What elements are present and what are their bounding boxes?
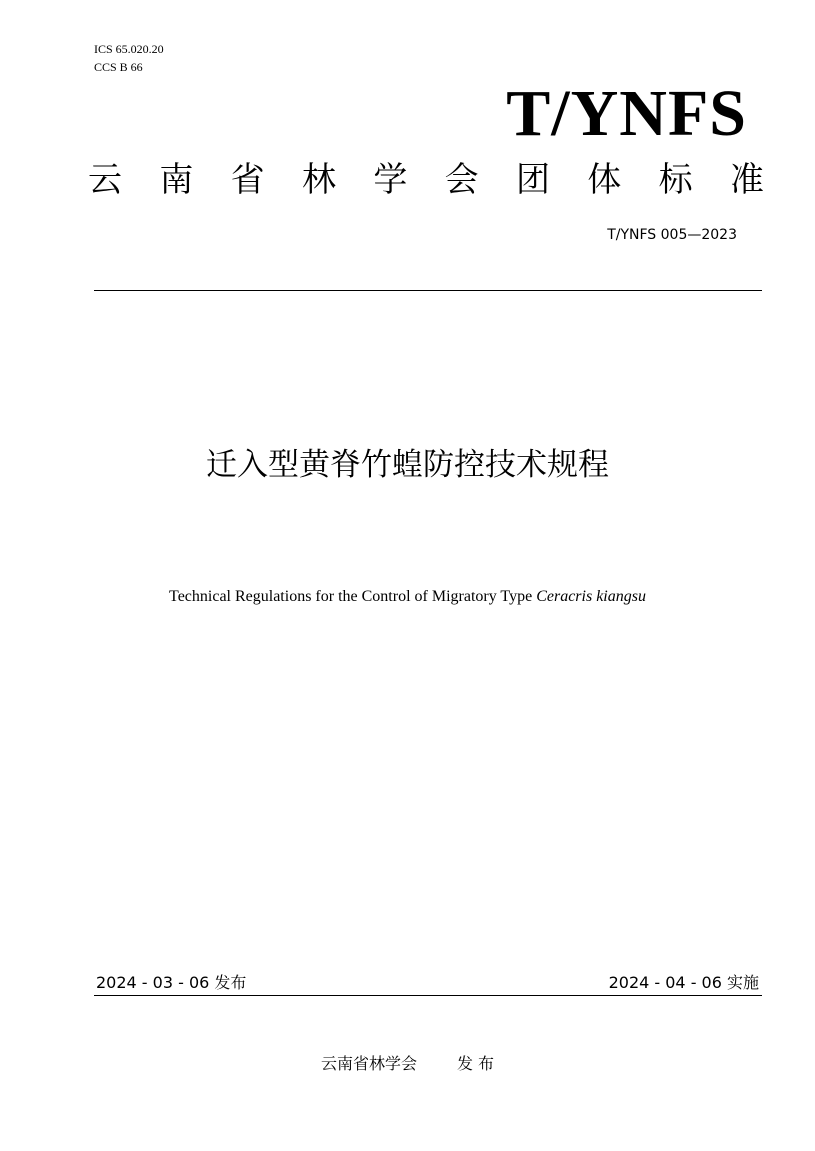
standard-type-char: 准 <box>729 160 764 200</box>
standard-type-char: 林 <box>301 160 336 200</box>
standard-type-char: 会 <box>444 160 479 200</box>
title-english-text: Technical Regulations for the Control of Migratory Type <box>169 588 537 605</box>
species-name: Ceracris kiangsu <box>536 588 646 605</box>
standard-type-heading <box>88 158 764 202</box>
standard-number: T/YNFS 005—2023 <box>607 227 737 243</box>
implementation-date: 2024 - 04 - 06 实施 <box>608 973 759 992</box>
organization-code: T/YNFS <box>506 77 747 150</box>
publish-date: 2024 - 03 - 06 发布 <box>96 973 247 992</box>
issuer-line <box>0 1053 815 1075</box>
standard-type-char: 标 <box>658 160 693 200</box>
standard-type-char: 南 <box>159 160 194 200</box>
document-title-english <box>0 586 815 608</box>
ics-code: ICS 65.020.20 <box>94 42 164 56</box>
standard-type-char: 云 <box>88 160 122 200</box>
header-divider <box>94 290 762 291</box>
standard-type-char: 团 <box>515 160 550 200</box>
document-title-chinese: 迁入型黄脊竹蝗防控技术规程 <box>206 447 609 483</box>
standard-type-char: 学 <box>373 160 408 200</box>
issuer-name: 云南省林学会 <box>320 1054 417 1073</box>
issue-word: 发 布 <box>456 1054 495 1073</box>
ccs-code: CCS B 66 <box>94 60 143 74</box>
date-divider <box>94 995 762 996</box>
standard-type-char: 省 <box>230 160 265 200</box>
standard-type-char: 体 <box>587 160 622 200</box>
